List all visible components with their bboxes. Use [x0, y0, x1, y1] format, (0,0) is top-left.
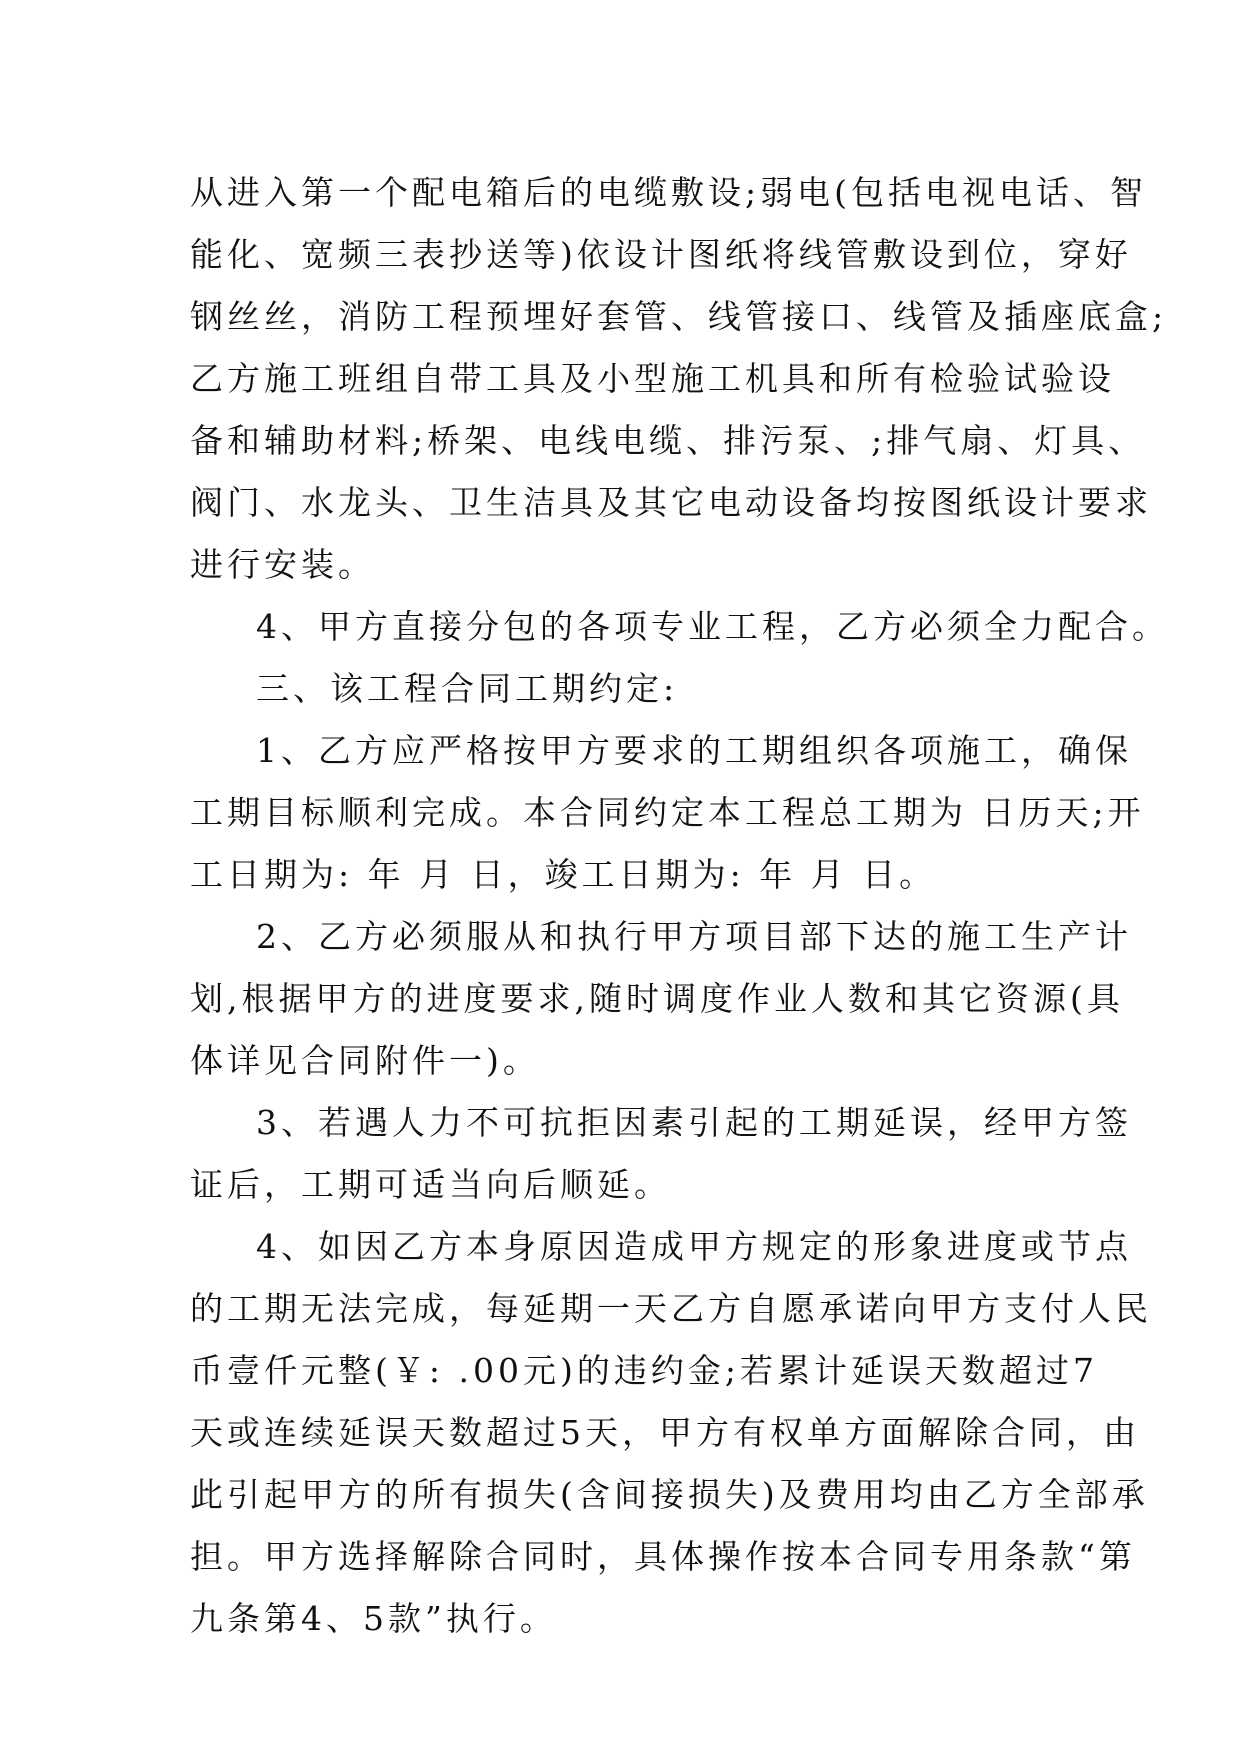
- text-line: 币壹仟元整(￥: .00元)的违约金;若累计延误天数超过7: [190, 1351, 1098, 1390]
- text-line: 钢丝丝，消防工程预埋好套管、线管接口、线管及插座底盒;: [190, 297, 1168, 336]
- text-line: 能化、宽频三表抄送等)依设计图纸将线管敷设到位，穿好: [190, 235, 1132, 274]
- clause-line: 4、如因乙方本身原因造成甲方规定的形象进度或节点: [256, 1227, 1132, 1266]
- text-line: 工期目标顺利完成。本合同约定本工程总工期为 日历天;开: [190, 793, 1145, 832]
- text-line: 证后，工期可适当向后顺延。: [190, 1165, 671, 1204]
- text-line: 此引起甲方的所有损失(含间接损失)及费用均由乙方全部承: [190, 1475, 1149, 1514]
- text-line: 阀门、水龙头、卫生洁具及其它电动设备均按图纸设计要求: [190, 483, 1152, 522]
- text-line: 体详见合同附件一)。: [190, 1041, 540, 1080]
- text-line: 乙方施工班组自带工具及小型施工机具和所有检验试验设: [190, 359, 1115, 398]
- text-line: 九条第4、5款”执行。: [190, 1599, 557, 1638]
- text-line: 进行安装。: [190, 545, 375, 584]
- text-line: 天或连续延误天数超过5天，甲方有权单方面解除合同，由: [190, 1413, 1140, 1452]
- section-heading: 三、该工程合同工期约定:: [256, 669, 679, 708]
- text-line: 的工期无法完成，每延期一天乙方自愿承诺向甲方支付人民: [190, 1289, 1152, 1328]
- clause-line: 1、乙方应严格按甲方要求的工期组织各项施工，确保: [256, 731, 1132, 770]
- clause-line: 4、甲方直接分包的各项专业工程，乙方必须全力配合。: [256, 607, 1169, 646]
- clause-line: 2、乙方必须服从和执行甲方项目部下达的施工生产计: [256, 917, 1132, 956]
- clause-line: 3、若遇人力不可抗拒因素引起的工期延误，经甲方签: [256, 1103, 1132, 1142]
- document-body: [190, 162, 1169, 1650]
- text-line: 从进入第一个配电箱后的电缆敷设;弱电(包括电视电话、智: [190, 173, 1147, 212]
- text-line: 划,根据甲方的进度要求,随时调度作业人数和其它资源(具: [190, 979, 1124, 1018]
- text-line: 备和辅助材料;桥架、电线电缆、排污泵、;排气扇、灯具、: [190, 421, 1146, 460]
- text-line: 工日期为: 年 月 日，竣工日期为: 年 月 日。: [190, 855, 937, 894]
- text-line: 担。甲方选择解除合同时，具体操作按本合同专用条款“第: [190, 1537, 1136, 1576]
